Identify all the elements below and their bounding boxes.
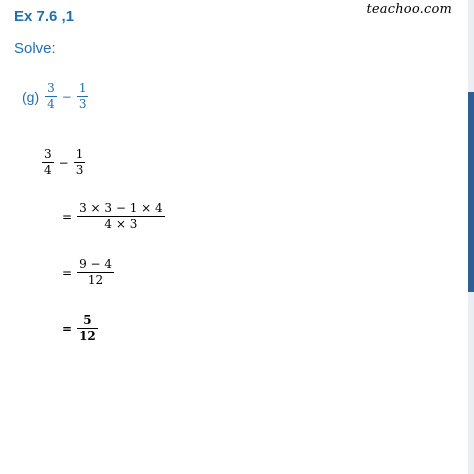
fraction-numerator: 3 <box>44 147 52 161</box>
fraction-numerator: 1 <box>78 81 87 95</box>
minus-operator: − <box>58 155 69 170</box>
scrollbar-thumb[interactable] <box>468 92 474 292</box>
solution-step-3 <box>62 314 100 343</box>
problem-fraction-subtrahend <box>77 82 89 111</box>
fraction-numerator: 1 <box>75 147 84 161</box>
fraction-denominator: 4 <box>47 97 55 112</box>
problem-label: (g) <box>22 88 40 105</box>
fraction-denominator: 12 <box>79 329 96 344</box>
solution-step-1 <box>62 202 167 231</box>
solution-step-2 <box>62 258 116 287</box>
fraction-numerator: 3 × 3 − 1 × 4 <box>79 201 163 215</box>
fraction-denominator: 4 <box>44 163 52 178</box>
fraction-denominator: 4 × 3 <box>104 217 138 232</box>
problem-fraction-minuend <box>45 82 57 111</box>
fraction-numerator: 3 <box>47 81 55 95</box>
final-answer-fraction <box>77 314 98 343</box>
fraction-denominator: 3 <box>78 97 87 112</box>
step1-fraction <box>77 202 165 231</box>
solution-step-0 <box>40 148 87 177</box>
fraction-denominator: 3 <box>75 163 84 178</box>
equals-sign: = <box>62 321 73 336</box>
teachoo-logo[interactable]: teachoo.com <box>366 2 452 17</box>
minus-operator: − <box>61 89 72 104</box>
exercise-title: Ex 7.6 ,1 <box>14 8 75 25</box>
equals-sign: = <box>62 209 73 224</box>
fraction-numerator: 5 <box>83 313 92 327</box>
solve-instruction: Solve: <box>14 40 56 57</box>
step2-fraction <box>77 258 114 287</box>
step0-fraction-b <box>74 148 86 177</box>
equals-sign: = <box>62 265 73 280</box>
step0-fraction-a <box>42 148 54 177</box>
fraction-numerator: 9 − 4 <box>79 257 113 271</box>
fraction-denominator: 12 <box>87 273 104 288</box>
problem-statement <box>22 82 90 111</box>
